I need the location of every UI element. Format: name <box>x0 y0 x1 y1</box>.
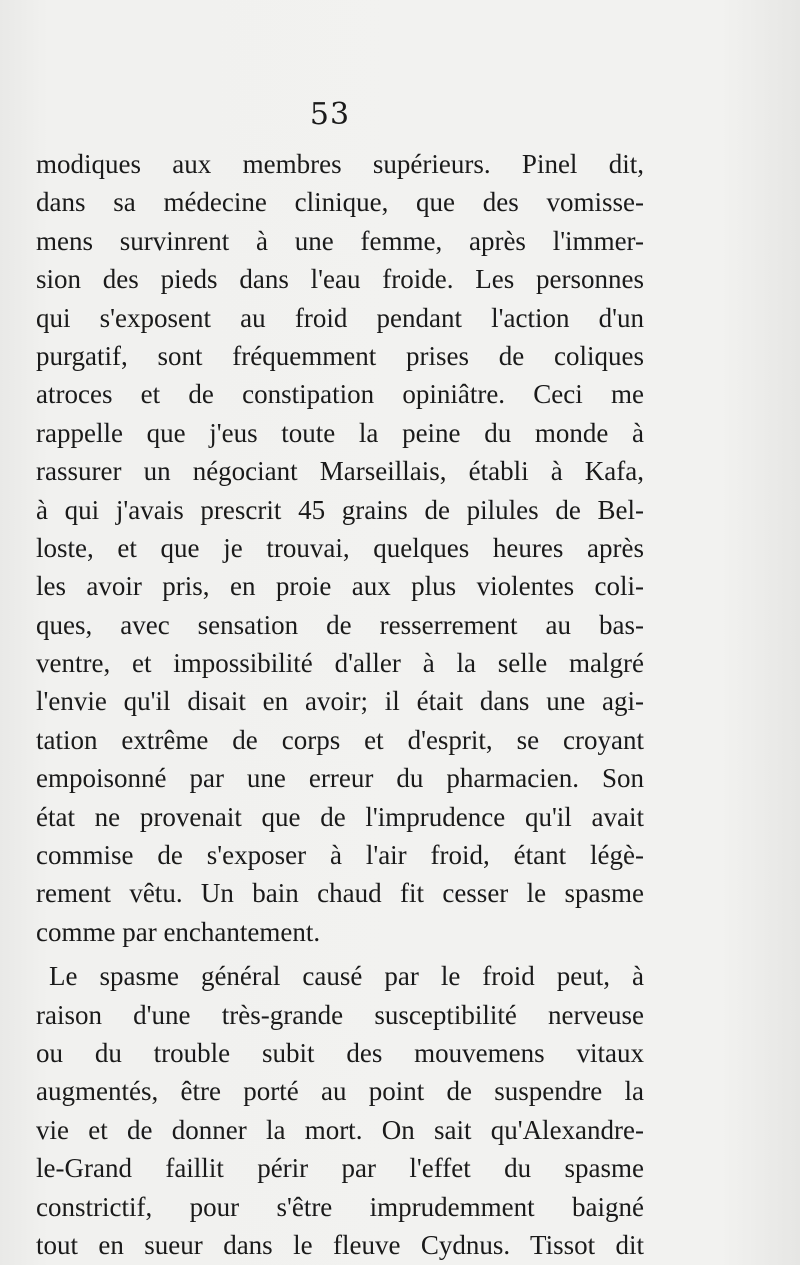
text-line: ventre, et impossibilité d'aller à la selle malgré <box>36 648 644 679</box>
text-line: dans sa médecine clinique, que des vomisse- <box>36 187 644 218</box>
text-line: rement vêtu. Un bain chaud fit cesser le spasme <box>36 878 644 909</box>
text-line: loste, et que je trouvai, quelques heures après <box>36 532 644 563</box>
text-line: purgatif, sont fréquemment prises de coliques <box>36 340 644 371</box>
text-line: ou du trouble subit des mouvemens vitaux <box>36 1037 644 1068</box>
text-line: tout en sueur dans le fleuve Cydnus. Tissot dit <box>36 1229 644 1260</box>
paragraph-1 <box>36 145 644 951</box>
text-line: mens survinrent à une femme, après l'immer- <box>36 225 644 256</box>
text-line: modiques aux membres supérieurs. Pinel dit, <box>36 149 644 179</box>
text-line: empoisonné par une erreur du pharmacien. Son <box>36 763 644 794</box>
text-line: qui s'exposent au froid pendant l'action d'un <box>36 302 644 333</box>
paragraph-2 <box>36 957 644 1264</box>
text-line: à qui j'avais prescrit 45 grains de pilules de Bel- <box>36 494 644 525</box>
text-line: rassurer un négociant Marseillais, établi à Kafa, <box>36 456 644 487</box>
text-line: atroces et de constipation opiniâtre. Ceci me <box>36 379 644 410</box>
text-line: commise de s'exposer à l'air froid, étant légè- <box>36 840 644 871</box>
body-text <box>36 145 644 1264</box>
text-line: sion des pieds dans l'eau froide. Les personnes <box>36 264 644 295</box>
text-line: comme par enchantement. <box>36 916 321 947</box>
text-line: les avoir pris, en proie aux plus violentes coli- <box>36 571 644 602</box>
text-line: l'envie qu'il disait en avoir; il était dans une agi- <box>36 686 644 717</box>
text-line: vie et de donner la mort. On sait qu'Alexandre- <box>36 1114 644 1145</box>
text-line: état ne provenait que de l'imprudence qu'il avait <box>36 801 644 832</box>
text-line: ques, avec sensation de resserrement au bas- <box>36 609 644 640</box>
text-line: tation extrême de corps et d'esprit, se croyant <box>36 724 644 755</box>
text-line: augmentés, être porté au point de suspendre la <box>36 1076 644 1107</box>
text-line: Le spasme général causé par le froid peut, à <box>49 961 644 992</box>
text-line: raison d'une très-grande susceptibilité nerveuse <box>36 999 644 1030</box>
text-line: le-Grand faillit périr par l'effet du spasme <box>36 1153 644 1184</box>
text-line: rappelle que j'eus toute la peine du monde à <box>36 417 644 448</box>
page-number: 53 <box>309 97 351 132</box>
text-line: constrictif, pour s'être imprudemment baigné <box>36 1191 644 1222</box>
